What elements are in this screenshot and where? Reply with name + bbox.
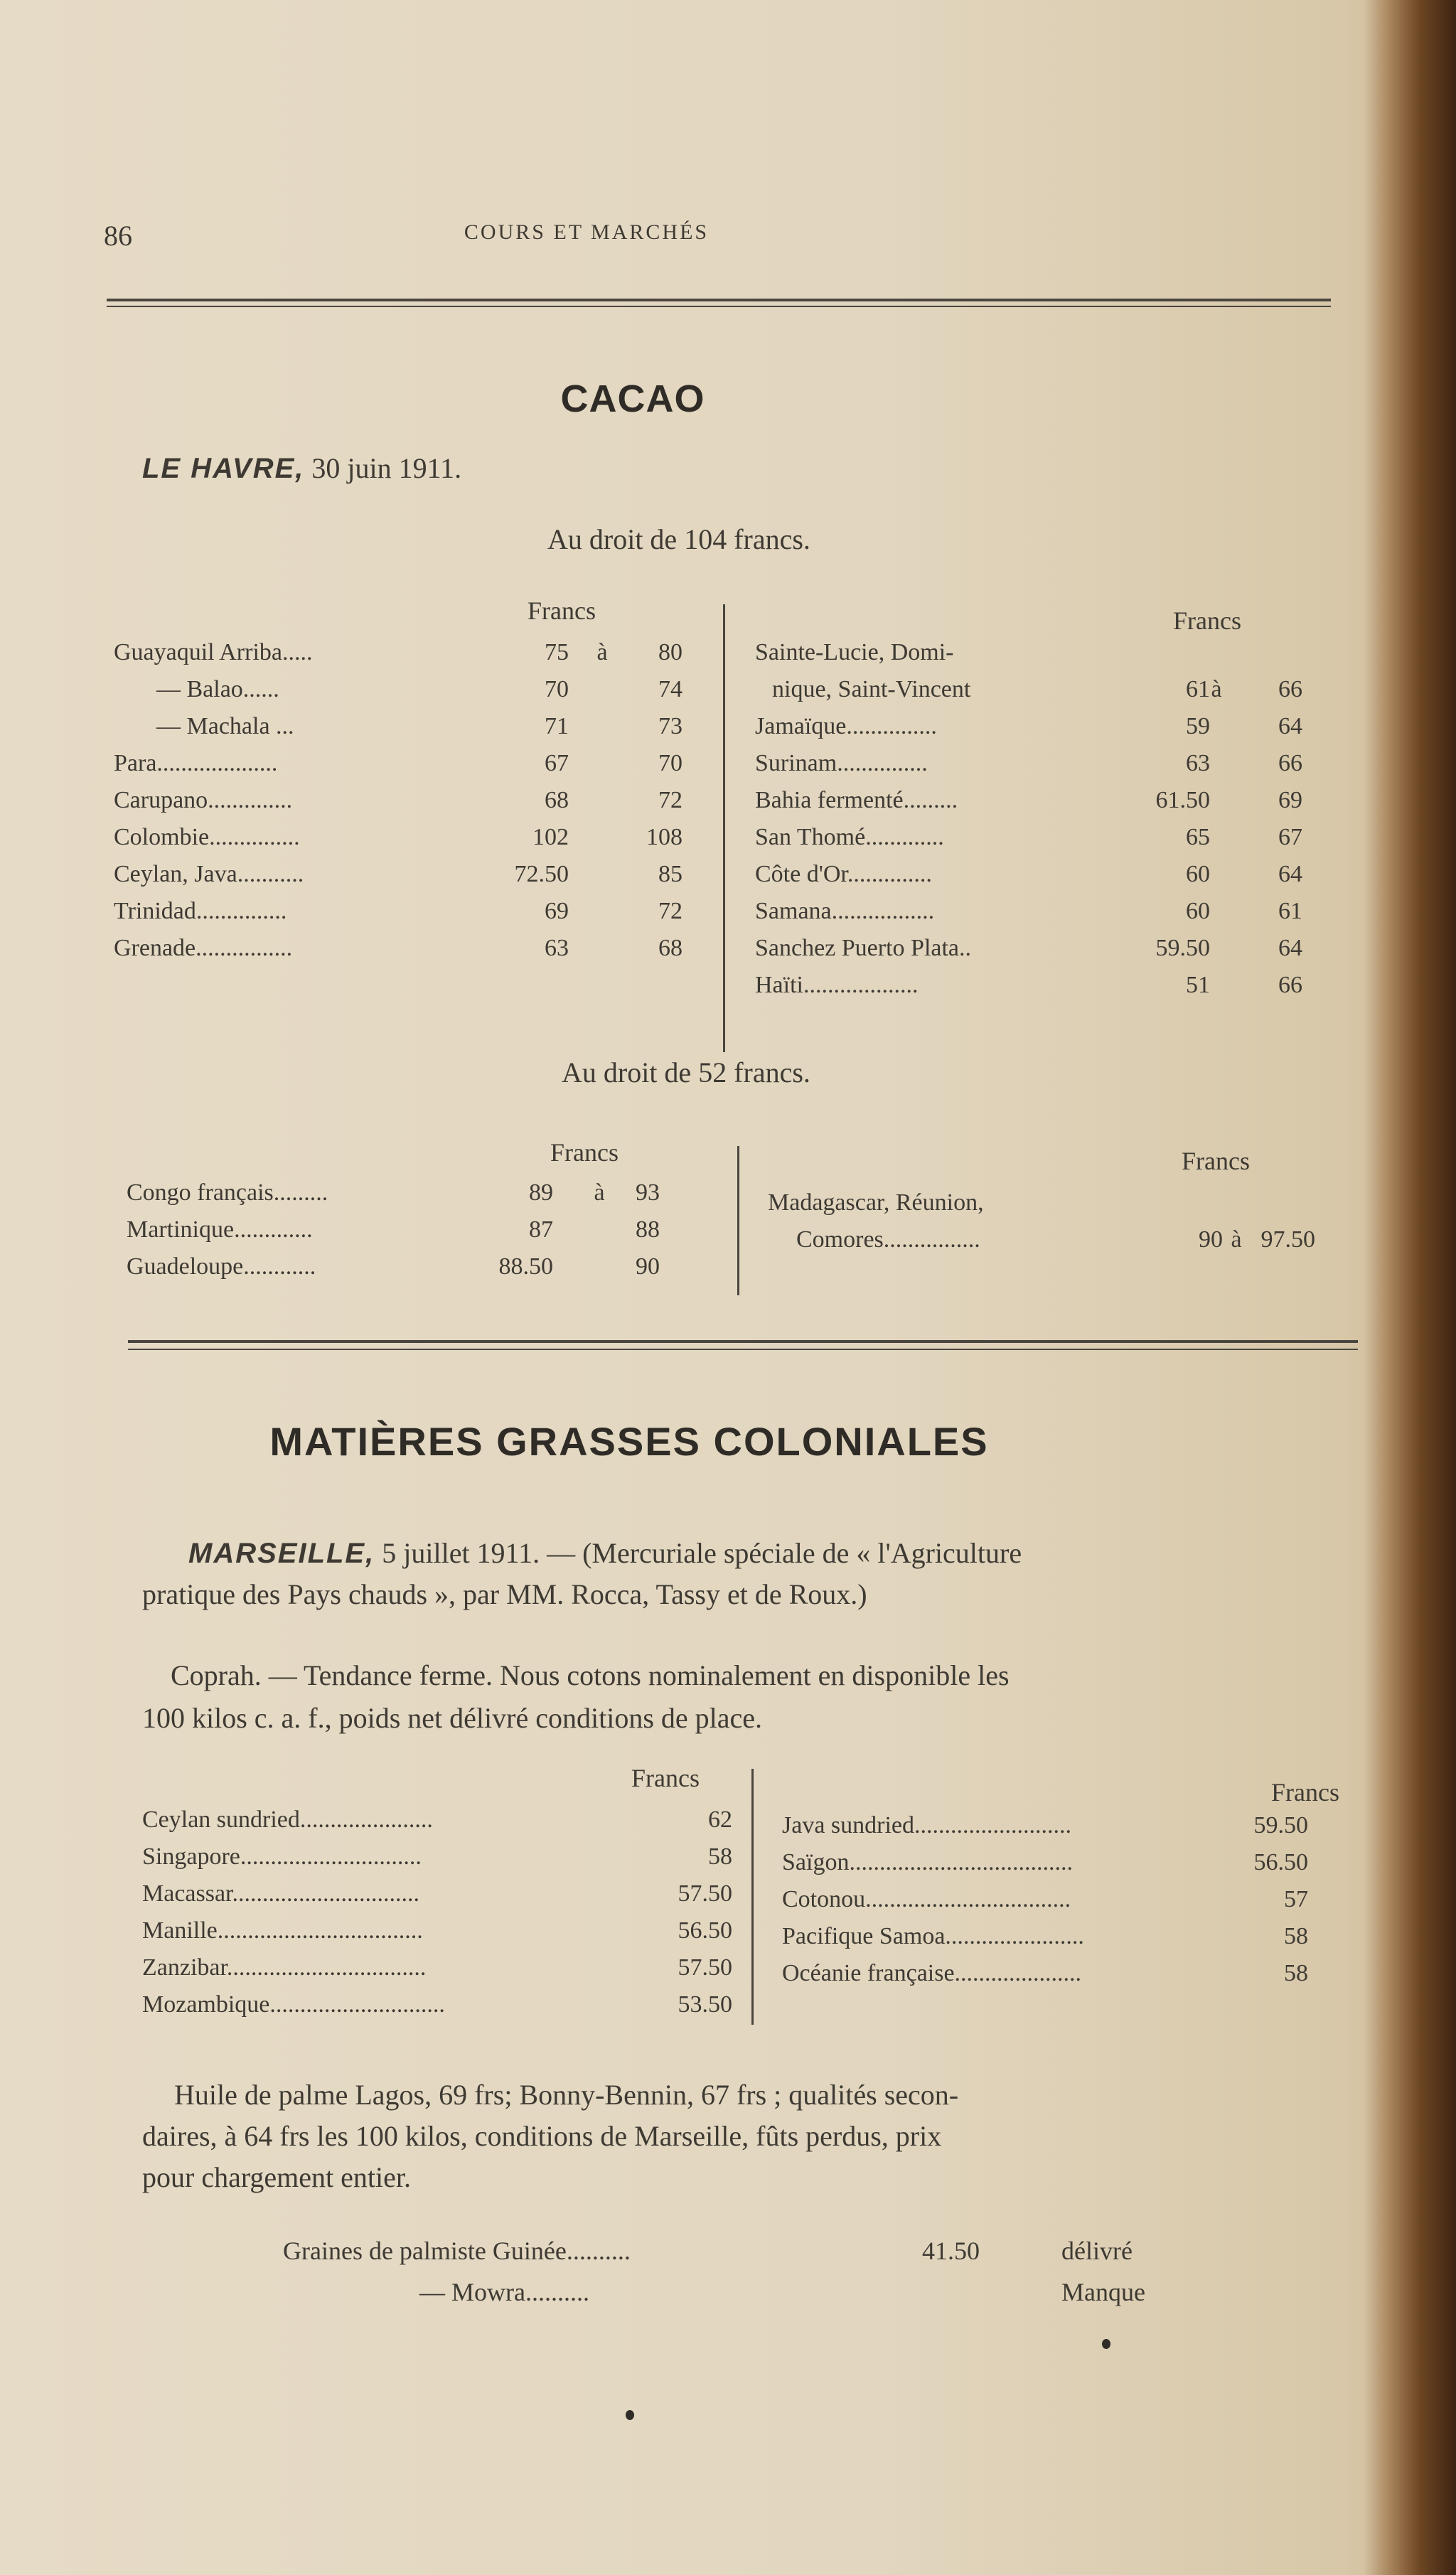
list-item: Saïgon..................................... 56.50 [782, 1849, 1308, 1875]
graines-row: — Mowra.......... Manque [419, 2278, 1145, 2306]
matieres-intro-line1: MARSEILLE, 5 juillet 1911. — (Mercuriale spéciale de « l'Agriculture [188, 1537, 1022, 1569]
coprah-line1: Coprah. — Tendance ferme. Nous cotons nominalement en disponible les [171, 1659, 1010, 1691]
header-rule-bottom [107, 306, 1331, 307]
list-item: Haïti................... 51 66 [755, 972, 1302, 998]
list-item: Cotonou.................................. 57 [782, 1886, 1308, 1912]
list-item: Colombie............... 102 108 [114, 824, 682, 850]
cacao-section1-divider [723, 604, 725, 1052]
list-item: Carupano.............. 68 72 [114, 787, 682, 813]
list-item: Java sundried.......................... 59.50 [782, 1812, 1308, 1838]
list-item: Bahia fermenté......... 61.50 69 [755, 787, 1302, 813]
matieres-intro-line2: pratique des Pays chauds », par MM. Rocca, Tassy et de Roux.) [142, 1578, 867, 1610]
running-title: COURS ET MARCHÉS [464, 220, 710, 244]
list-item: Guayaquil Arriba..... 75 à 80 [114, 639, 682, 665]
list-item: Samana................. 60 61 [755, 898, 1302, 924]
section-rule-top [128, 1340, 1358, 1343]
list-item: Surinam............... 63 66 [755, 750, 1302, 776]
cacao-right2-unit: Francs [1182, 1147, 1250, 1175]
list-item: Côte d'Or.............. 60 64 [755, 861, 1302, 887]
list-item: Guadeloupe............ 88.50 90 [127, 1253, 660, 1280]
list-item: Pacifique Samoa....................... 58 [782, 1923, 1308, 1949]
coprah-right-unit: Francs [1271, 1778, 1339, 1806]
cacao-date: 30 juin 1911. [311, 452, 462, 484]
list-item: Zanzibar................................. 57.50 [142, 1954, 732, 1981]
list-item: Martinique............. 87 88 [127, 1216, 660, 1243]
cacao-title: CACAO [560, 378, 705, 420]
header-rule-top [107, 299, 1331, 301]
graines-row: Graines de palmiste Guinée.......... 41.50 délivré [283, 2237, 1133, 2265]
cacao-section2-title: Au droit de 52 francs. [562, 1056, 810, 1088]
list-item: Macassar............................... 57.50 [142, 1880, 732, 1907]
cacao-section2-divider [737, 1146, 739, 1295]
list-item: Trinidad............... 69 72 [114, 898, 682, 924]
palme-line3: pour chargement entier. [142, 2161, 412, 2193]
cacao-place: LE HAVRE, [142, 453, 305, 484]
list-item: Para.................... 67 70 [114, 750, 682, 776]
list-item: Manille.................................. 56.50 [142, 1917, 732, 1944]
cacao-left2-unit: Francs [550, 1138, 619, 1167]
coprah-line2: 100 kilos c. a. f., poids net délivré conditions de place. [142, 1702, 763, 1734]
list-item: Comores................ 90 à 97.50 [796, 1226, 1315, 1253]
damaged-page-edge [1364, 0, 1456, 2575]
matieres-title: MATIÈRES GRASSES COLONIALES [269, 1419, 989, 1464]
list-item: Océanie française..................... 58 [782, 1960, 1308, 1986]
list-item: Sanchez Puerto Plata.. 59.50 64 [755, 935, 1302, 961]
page-number: 86 [104, 220, 132, 252]
cacao-dateline [142, 451, 461, 485]
palme-line2: daires, à 64 frs les 100 kilos, conditions de Marseille, fûts perdus, prix [142, 2120, 942, 2152]
matieres-place: MARSEILLE, [188, 1538, 375, 1569]
list-item: — Machala ... 71 73 [156, 713, 682, 739]
cacao-section1-title: Au droit de 104 francs. [547, 523, 810, 555]
section-rule-bottom [128, 1349, 1358, 1350]
list-item: Jamaïque............... 59 64 [755, 713, 1302, 739]
list-item: Congo français......... 89 à 93 [127, 1179, 660, 1206]
palme-line1: Huile de palme Lagos, 69 frs; Bonny-Bennin, 67 frs ; qualités secon- [174, 2079, 959, 2111]
list-item: Grenade................ 63 68 [114, 935, 682, 961]
list-item: Ceylan sundried...................... 62 [142, 1806, 732, 1833]
list-item: nique, Saint-Vincent 61 à 66 [772, 676, 1302, 702]
list-item: Ceylan, Java........... 72.50 85 [114, 861, 682, 887]
cacao-right1-unit: Francs [1173, 606, 1241, 635]
list-item: San Thomé............. 65 67 [755, 824, 1302, 850]
printer-dot [1102, 2339, 1110, 2349]
list-item: — Balao...... 70 74 [156, 676, 682, 702]
list-item: Mozambique............................. 53.50 [142, 1991, 732, 2018]
list-item: Sainte-Lucie, Domi- [755, 639, 954, 665]
printer-dot [626, 2410, 634, 2420]
coprah-left-unit: Francs [631, 1764, 700, 1792]
list-item: Madagascar, Réunion, [768, 1189, 984, 1216]
list-item: Singapore.............................. 58 [142, 1843, 732, 1870]
cacao-left1-unit: Francs [528, 596, 596, 625]
